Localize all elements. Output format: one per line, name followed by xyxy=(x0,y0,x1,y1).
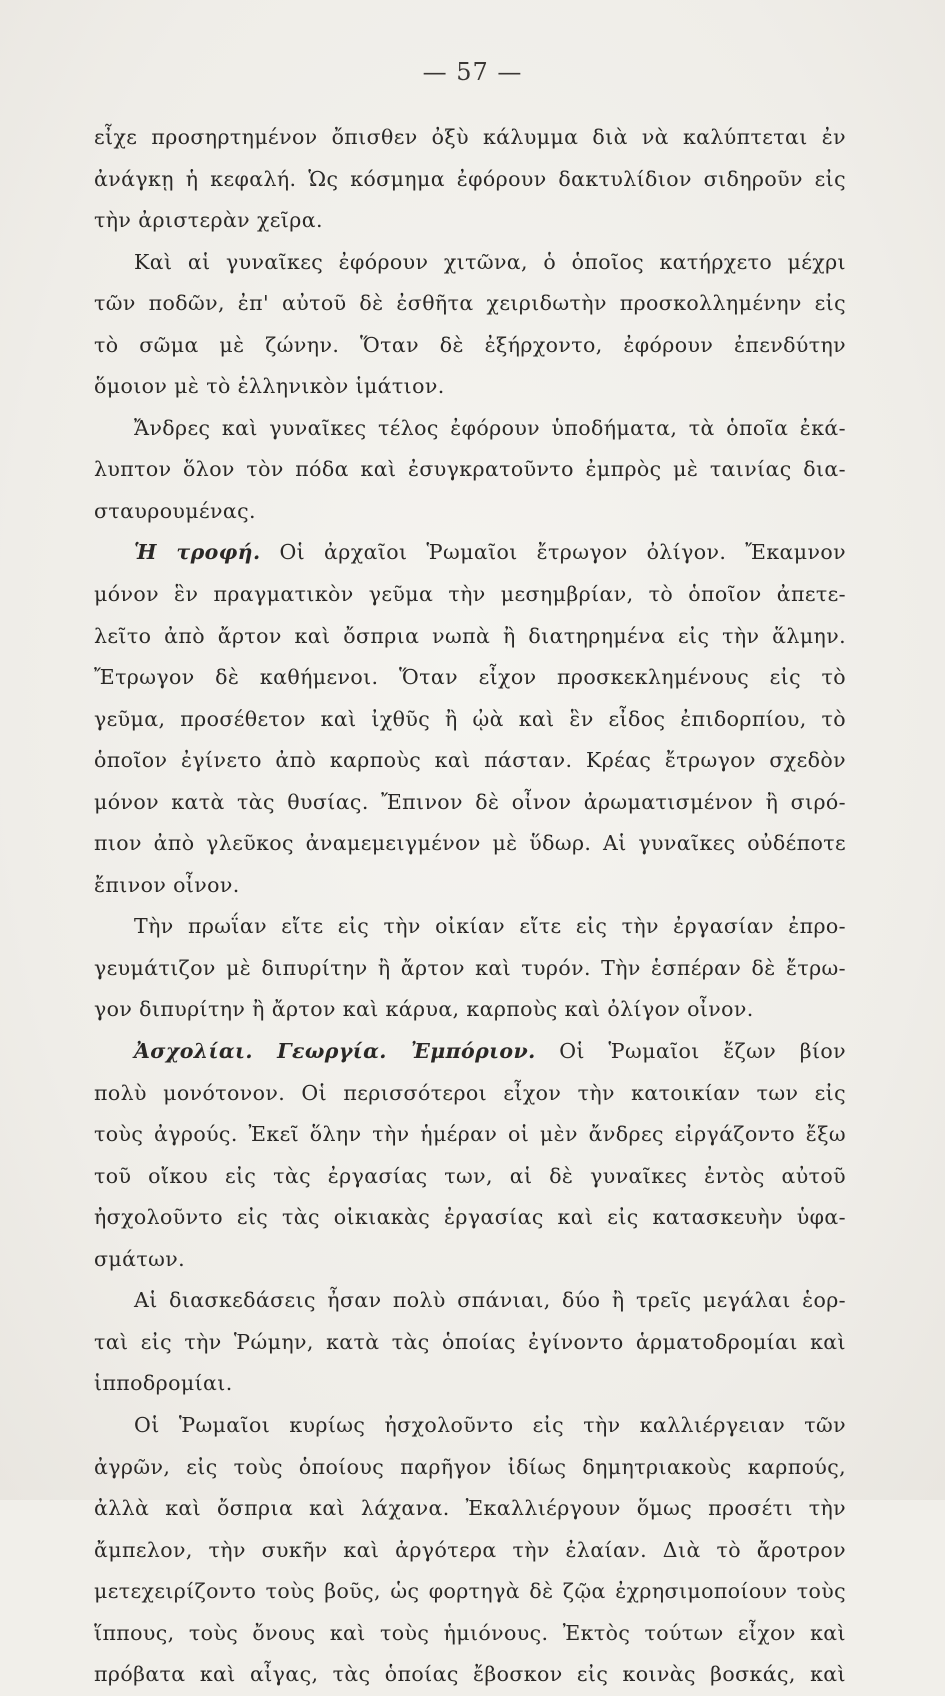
text-line xyxy=(94,325,846,367)
text-line xyxy=(94,989,846,1031)
text-line xyxy=(94,657,846,699)
line-text: γευμάτιζον μὲ διπυρίτην ἢ ἄρτον καὶ τυρόν. Τὴν ἑσπέραν δὲ ἔτρω- xyxy=(94,955,846,980)
text-line xyxy=(94,1530,846,1572)
text-line xyxy=(94,1114,846,1156)
line-text: γον διπυρίτην ἢ ἄρτον καὶ κάρυα, καρποὺς καὶ ὀλίγον οἶνον. xyxy=(94,997,754,1022)
text-line xyxy=(94,574,846,616)
text-line xyxy=(94,1488,846,1530)
text-line xyxy=(94,408,846,450)
line-text: ἀγρῶν, εἰς τοὺς ὁποίους παρῆγον ἰδίως δημητριακοὺς καρπούς, xyxy=(94,1454,846,1479)
text-line xyxy=(94,200,846,242)
line-text: Τὴν πρωΐαν εἴτε εἰς τὴν οἰκίαν εἴτε εἰς τὴν ἐργασίαν ἐπρο- xyxy=(134,914,846,939)
line-text: ταὶ εἰς τὴν Ῥώμην, κατὰ τὰς ὁποίας ἐγίνοντο ἁρματοδρομίαι καὶ xyxy=(94,1329,846,1354)
line-text: τὴν ἀριστερὰν χεῖρα. xyxy=(94,208,323,233)
line-text: λεῖτο ἀπὸ ἄρτον καὶ ὄσπρια νωπὰ ἢ διατηρημένα εἰς τὴν ἅλμην. xyxy=(94,623,846,648)
text-line xyxy=(94,1239,846,1281)
text-line xyxy=(94,1654,846,1696)
line-text: μόνον ἓν πραγματικὸν γεῦμα τὴν μεσημβρίαν, τὸ ὁποῖον ἀπετε- xyxy=(94,582,846,607)
text-line xyxy=(94,906,846,948)
line-text: εἶχε προσηρτημένον ὄπισθεν ὀξὺ κάλυμμα διὰ νὰ καλύπτεται ἐν xyxy=(94,125,846,149)
line-text: σταυρουμένας. xyxy=(94,498,256,523)
text-line xyxy=(94,1571,846,1613)
text-line xyxy=(94,491,846,533)
line-text: Οἱ Ῥωμαῖοι κυρίως ἠσχολοῦντο εἰς τὴν καλλιέργειαν τῶν xyxy=(134,1412,846,1437)
text-line xyxy=(94,1073,846,1115)
text-line xyxy=(94,1156,846,1198)
line-text: τοῦ οἴκου εἰς τὰς ἐργασίας των, αἱ δὲ γυναῖκες ἐντὸς αὐτοῦ xyxy=(94,1163,846,1188)
line-text: Ἔτρωγον δὲ καθήμενοι. Ὅταν εἶχον προσκεκλημένους εἰς τὸ xyxy=(94,665,846,690)
line-text: ἵππους, τοὺς ὄνους καὶ τοὺς ἡμιόνους. Ἐκτὸς τούτων εἶχον καὶ xyxy=(94,1620,846,1645)
line-text: μόνον κατὰ τὰς θυσίας. Ἔπινον δὲ οἶνον ἀρωματισμένον ἢ σιρό- xyxy=(94,789,846,814)
line-text: τοὺς ἀγρούς. Ἐκεῖ ὅλην τὴν ἡμέραν οἱ μὲν ἄνδρες εἰργάζοντο ἔξω xyxy=(94,1122,846,1147)
section-heading: Ἡ τροφή. xyxy=(134,540,261,565)
text-line xyxy=(94,1363,846,1405)
section-heading-line xyxy=(94,1031,846,1073)
section-heading: Ἀσχολίαι. Γεωργία. Ἐμπόριον. xyxy=(134,1039,536,1064)
line-text: μετεχειρίζοντο τοὺς βοῦς, ὡς φορτηγὰ δὲ ζῷα ἐχρησιμοποίουν τοὺς xyxy=(94,1579,846,1604)
line-text: ἱπποδρομίαι. xyxy=(94,1371,233,1396)
text-line xyxy=(94,159,846,201)
line-text: ἔπινον οἶνον. xyxy=(94,872,240,897)
line-text: ἀνάγκῃ ἡ κεφαλή. Ὡς κόσμημα ἐφόρουν δακτυλίδιον σιδηροῦν εἰς xyxy=(94,166,846,191)
section-heading-line xyxy=(94,532,846,574)
text-line xyxy=(94,865,846,907)
text-line xyxy=(94,1613,846,1655)
line-text: ἠσχολοῦντο εἰς τὰς οἰκιακὰς ἐργασίας καὶ εἰς κατασκευὴν ὑφα- xyxy=(94,1205,846,1230)
line-text: ὁποῖον ἐγίνετο ἀπὸ καρποὺς καὶ πάσταν. Κρέας ἔτρωγον σχεδὸν xyxy=(94,748,846,773)
line-text: πρόβατα καὶ αἶγας, τὰς ὁποίας ἔβοσκον εἰς κοινὰς βοσκάς, καὶ xyxy=(94,1662,846,1687)
line-text: Ἄνδρες καὶ γυναῖκες τέλος ἐφόρουν ὑποδήματα, τὰ ὁποῖα ἐκά- xyxy=(134,415,846,440)
line-text: πολὺ μονότονον. Οἱ περισσότεροι εἶχον τὴν κατοικίαν των εἰς xyxy=(94,1080,846,1105)
text-line xyxy=(94,117,846,159)
text-line xyxy=(94,449,846,491)
text-line xyxy=(94,782,846,824)
line-text: τὸ σῶμα μὲ ζώνην. Ὅταν δὲ ἐξήρχοντο, ἐφόρουν ἐπενδύτην xyxy=(94,332,846,357)
text-line xyxy=(94,1322,846,1364)
line-text: γεῦμα, προσέθετον καὶ ἰχθῦς ἢ ᾠὰ καὶ ἓν εἶδος ἐπιδορπίου, τὸ xyxy=(94,706,846,731)
text-line xyxy=(94,1197,846,1239)
line-text: τῶν ποδῶν, ἐπ' αὐτοῦ δὲ ἐσθῆτα χειριδωτὴν προσκολλημένην εἰς xyxy=(94,291,846,316)
text-line xyxy=(94,948,846,990)
line-text: ὅμοιον μὲ τὸ ἑλληνικὸν ἱμάτιον. xyxy=(94,374,445,399)
line-text: Αἱ διασκεδάσεις ἦσαν πολὺ σπάνιαι, δύο ἢ τρεῖς μεγάλαι ἑορ- xyxy=(134,1288,846,1313)
text-line xyxy=(94,823,846,865)
line-text: πιον ἀπὸ γλεῦκος ἀναμεμειγμένον μὲ ὕδωρ. Αἱ γυναῖκες οὐδέποτε xyxy=(94,831,846,856)
line-text: Οἱ ἀρχαῖοι Ῥωμαῖοι ἔτρωγον ὀλίγον. Ἔκαμνον xyxy=(260,540,846,565)
line-text: Καὶ αἱ γυναῖκες ἐφόρουν χιτῶνα, ὁ ὁποῖος κατήρχετο μέχρι xyxy=(134,249,846,274)
line-text: ἄμπελον, τὴν συκῆν καὶ ἀργότερα τὴν ἐλαίαν. Διὰ τὸ ἄροτρον xyxy=(94,1537,846,1562)
line-text: σμάτων. xyxy=(94,1246,185,1271)
text-line xyxy=(94,740,846,782)
text-line xyxy=(94,699,846,741)
line-text: ἀλλὰ καὶ ὄσπρια καὶ λάχανα. Ἐκαλλιέργουν ὅμως προσέτι τὴν xyxy=(94,1496,846,1521)
line-text: Οἱ Ῥωμαῖοι ἔζων βίον xyxy=(535,1039,846,1064)
text-line xyxy=(94,283,846,325)
page-number: — 57 — xyxy=(422,58,523,86)
text-line xyxy=(94,1405,846,1447)
body-text xyxy=(94,117,846,1696)
text-line xyxy=(94,366,846,408)
line-text: λυπτον ὅλον τὸν πόδα καὶ ἐσυγκρατοῦντο ἐμπρὸς μὲ ταινίας δια- xyxy=(94,457,846,482)
text-line xyxy=(94,1280,846,1322)
text-line xyxy=(94,1447,846,1489)
text-line xyxy=(94,616,846,658)
text-line xyxy=(94,242,846,284)
